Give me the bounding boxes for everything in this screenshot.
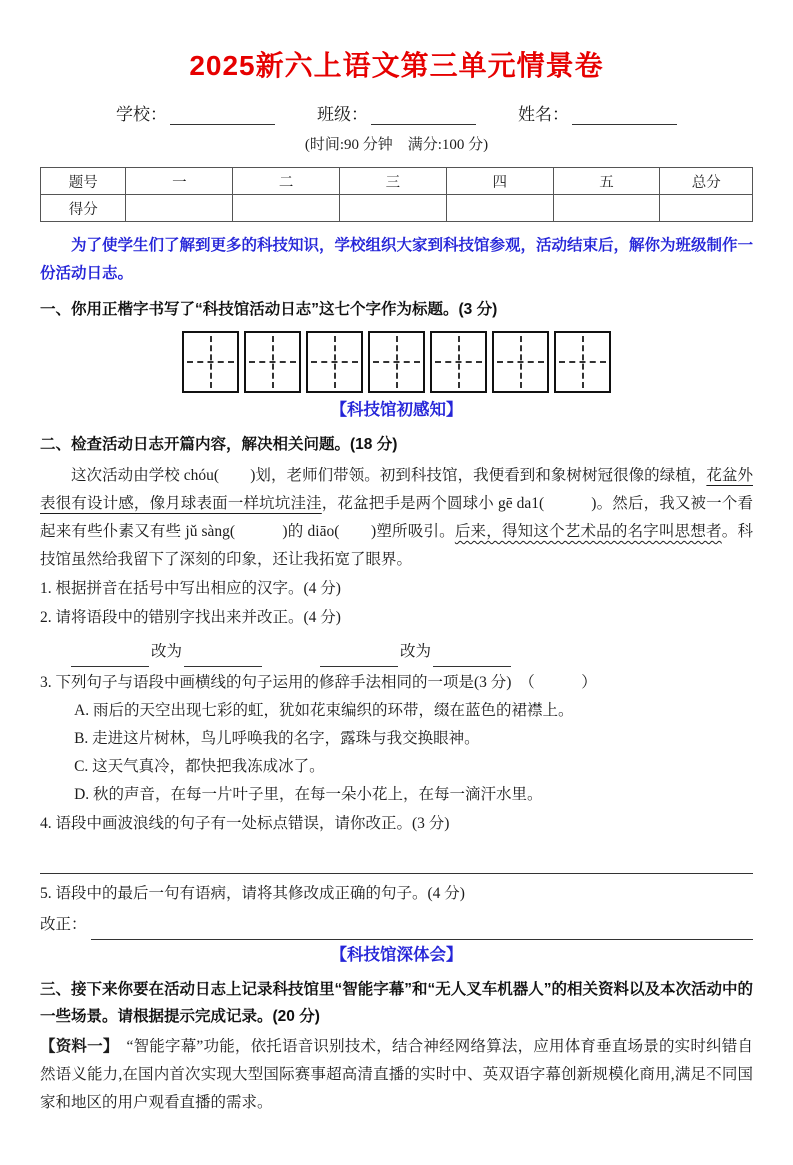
wrong-char-blank-2[interactable]	[320, 650, 398, 667]
page-title: 2025新六上语文第三单元情景卷	[189, 50, 604, 81]
score-header-cell: 总分	[660, 168, 753, 195]
class-field-group	[317, 100, 476, 125]
passage-wavy-sentence: 后来，得知这个艺术品的名字叫思想者	[454, 523, 722, 540]
section-1-heading: 一、你用正楷字书写了“科技馆活动日志”这七个字作为标题。(3 分)	[40, 301, 498, 318]
change-to-label: 改为	[151, 643, 183, 660]
question-5-answer-line[interactable]	[91, 919, 753, 940]
score-table	[40, 167, 753, 222]
score-input-cell[interactable]	[553, 195, 660, 222]
question-3-option-a: A. 雨后的天空出现七彩的虹，犹如花束编织的环带，缀在蓝色的裙襟上。	[74, 702, 574, 719]
material-1-text: “智能字幕”功能，依托语音识别技术，结合神经网络算法，应用体育垂直场景的实时纠错自然语义能力,在国内首次实现大型国际赛事超高清直播的实时中、英双语字幕创新规模化商用,满足不同国家和地区的用户观看直播的需求。	[40, 1038, 753, 1111]
question-5-answer-row	[40, 910, 753, 940]
reading-passage	[40, 462, 753, 574]
school-input-blank[interactable]	[170, 107, 275, 125]
scenario-intro-text: 为了使学生们了解到更多的科技知识，学校组织大家到科技馆参观，活动结束后，解你为班级制作一份活动日志。	[40, 237, 754, 282]
handwriting-grid-row	[40, 331, 753, 393]
score-header-cell: 四	[446, 168, 553, 195]
question-3-option-c: C. 这天气真冷，都快把我冻成冰了。	[74, 758, 325, 775]
question-4-answer-line[interactable]	[40, 872, 753, 874]
score-table-score-row	[41, 195, 753, 222]
score-header-cell: 三	[340, 168, 447, 195]
passage-seg3: ，花盆把手是两个圆球小 gē da1( )。然后，我又被一个看起来有些仆素又有些 jǔ sàng( )的 diāo( )塑所吸引。	[40, 495, 753, 540]
banner-deep-experience: 【科技馆深体会】	[330, 946, 463, 964]
student-info-row	[40, 100, 753, 125]
writing-grid-box[interactable]	[244, 331, 301, 393]
material-1-paragraph	[40, 1033, 753, 1117]
banner-first-impression: 【科技馆初感知】	[330, 401, 463, 419]
writing-grid-box[interactable]	[554, 331, 611, 393]
score-input-cell[interactable]	[446, 195, 553, 222]
name-input-blank[interactable]	[572, 107, 677, 125]
score-input-cell[interactable]	[126, 195, 233, 222]
correction-label: 改正：	[40, 916, 87, 933]
material-1-label: 【资料一】	[40, 1038, 111, 1055]
section-2-heading: 二、检查活动日志开篇内容，解决相关问题。(18 分)	[40, 436, 398, 453]
question-3-option-b: B. 走进这片树林，鸟儿呼唤我的名字，露珠与我交换眼神。	[74, 730, 480, 747]
correct-char-blank-1[interactable]	[184, 650, 262, 667]
change-to-label: 改为	[400, 643, 432, 660]
score-header-cell: 一	[126, 168, 233, 195]
question-3: 3. 下列句子与语段中画横线的句子运用的修辞手法相同的一项是(3 分) （ ）	[40, 674, 597, 691]
section-3-heading: 三、接下来你要在活动日志上记录科技馆里“智能字幕”和“无人叉车机器人”的相关资料以及本次活动中的一些场景。请根据提示完成记录。(20 分)	[40, 981, 754, 1025]
question-4: 4. 语段中画波浪线的句子有一处标点错误，请你改正。(3 分)	[40, 815, 450, 832]
question-2: 2. 请将语段中的错别字找出来并改正。(4 分)	[40, 609, 341, 626]
question-3-option-d: D. 秋的声音，在每一片叶子里，在每一朵小花上，在每一滴汗水里。	[74, 786, 543, 803]
writing-grid-box[interactable]	[182, 331, 239, 393]
score-table-header-row	[41, 168, 753, 195]
writing-grid-box[interactable]	[492, 331, 549, 393]
exam-paper-page	[0, 44, 793, 1117]
passage-seg1: 这次活动由学校 chóu( )划，老师们带领。初到科技馆，我便看到和象树树冠很像的绿植，	[71, 467, 707, 484]
passage-underlined-sentence: 花盆外表很有设计感，像月球表面一样坑坑洼洼	[40, 467, 753, 512]
time-and-score-line: (时间:90 分钟 满分:100 分)	[304, 137, 489, 153]
passage-seg5: 。科技馆虽然给我留下了深刻的印象，还让我拓宽了眼界。	[40, 523, 753, 568]
name-field-group	[518, 100, 677, 125]
writing-grid-box[interactable]	[430, 331, 487, 393]
writing-grid-box[interactable]	[306, 331, 363, 393]
class-label: 班级：	[317, 105, 368, 124]
score-input-cell[interactable]	[660, 195, 753, 222]
score-input-cell[interactable]	[233, 195, 340, 222]
wrong-char-blank-1[interactable]	[71, 650, 149, 667]
score-input-cell[interactable]	[340, 195, 447, 222]
question-5: 5. 语段中的最后一句有语病，请将其修改成正确的句子。(4 分)	[40, 885, 465, 902]
score-row-label: 得分	[41, 195, 126, 222]
correct-char-blank-2[interactable]	[433, 650, 511, 667]
name-label: 姓名：	[518, 105, 569, 124]
score-header-cell: 五	[553, 168, 660, 195]
school-field-group	[116, 100, 275, 125]
score-header-cell: 题号	[41, 168, 126, 195]
score-header-cell: 二	[233, 168, 340, 195]
question-1: 1. 根据拼音在括号中写出相应的汉字。(4 分)	[40, 580, 341, 597]
class-input-blank[interactable]	[371, 107, 476, 125]
writing-grid-box[interactable]	[368, 331, 425, 393]
school-label: 学校：	[116, 105, 167, 124]
question-2-answer-blanks	[71, 637, 753, 667]
